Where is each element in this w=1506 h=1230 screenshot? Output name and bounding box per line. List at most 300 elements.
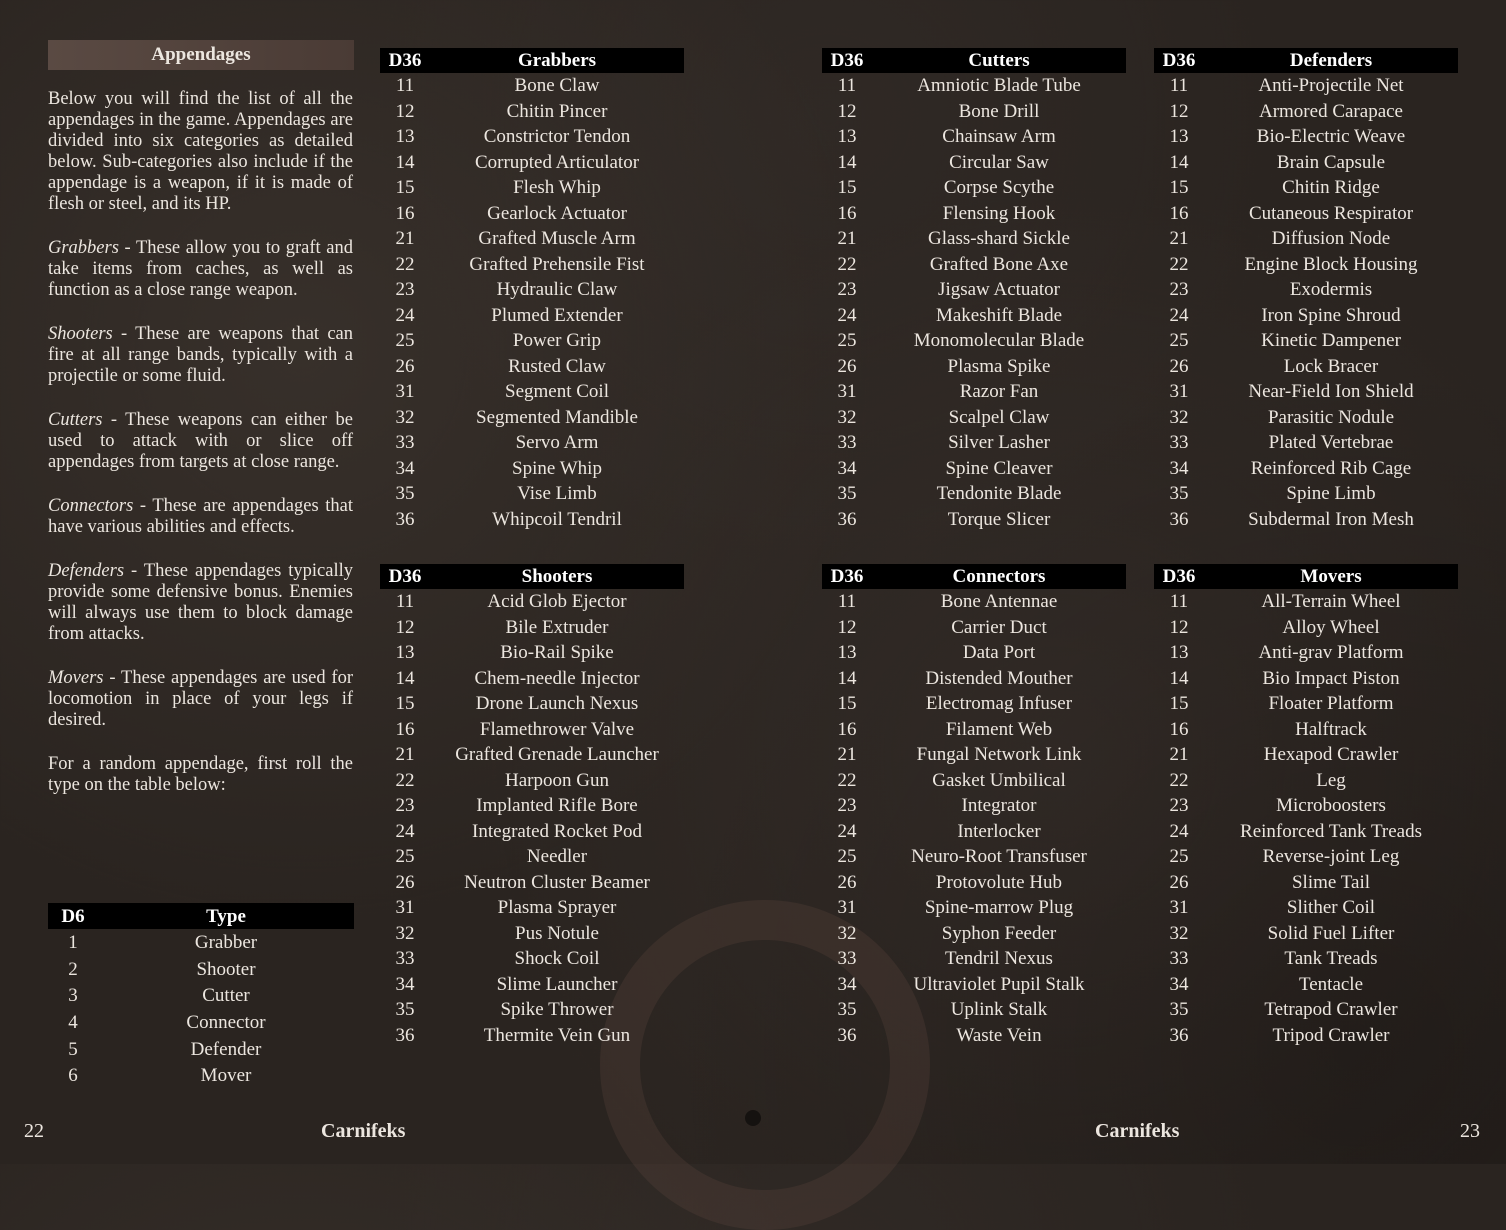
category-name: Connectors (48, 496, 134, 516)
table-row (1154, 666, 1458, 692)
appendage-name: Spine Whip (512, 457, 602, 479)
appendage-name: Diffusion Node (1271, 228, 1391, 250)
appendage-name: Interlocker (957, 820, 1041, 842)
roll-value: 26 (837, 871, 857, 893)
table-row (1154, 328, 1458, 354)
roll-value: 16 (1169, 202, 1189, 224)
appendage-name: Tendonite Blade (936, 483, 1062, 505)
appendage-name: Syphon Feeder (941, 922, 1057, 944)
table-row (380, 742, 684, 768)
appendage-name: Corpse Scythe (943, 177, 1055, 199)
roll-value: 11 (395, 75, 415, 97)
appendage-name: Grafted Grenade Launcher (455, 744, 659, 766)
roll-value: 12 (395, 616, 415, 638)
roll-value: 2 (68, 958, 78, 980)
roll-value: 23 (1169, 795, 1189, 817)
appendage-name: Tripod Crawler (1272, 1024, 1390, 1046)
category-header: Grabbers (430, 48, 684, 73)
roll-value: 1 (68, 931, 78, 953)
category-header: Movers (1204, 564, 1458, 589)
table-row (822, 456, 1126, 482)
appendage-name: Vise Limb (517, 483, 597, 505)
roll-value: 31 (837, 897, 857, 919)
table-row (822, 354, 1126, 380)
appendage-name: Armored Carapace (1258, 100, 1403, 122)
appendage-name: Spine Cleaver (945, 457, 1053, 479)
appendage-name: Exodermis (1289, 279, 1373, 301)
roll-value: 22 (837, 253, 857, 275)
roll-value: 26 (1169, 871, 1189, 893)
table-row (380, 691, 684, 717)
appendage-name: Anti-Projectile Net (1258, 75, 1404, 97)
roll-value: 13 (1169, 642, 1189, 664)
roll-value: 34 (395, 973, 415, 995)
appendage-name: Parasitic Nodule (1267, 406, 1395, 428)
table-row (822, 870, 1126, 896)
category-name: Grabbers (48, 238, 119, 258)
appendage-name: Neuro-Root Transfuser (911, 846, 1087, 868)
table-row (1154, 405, 1458, 431)
appendage-name: Near-Field Ion Shield (1248, 381, 1414, 403)
defenders-table (1154, 48, 1458, 532)
table-row (822, 201, 1126, 227)
appendage-name: Razor Fan (959, 381, 1039, 403)
roll-value: 36 (837, 508, 857, 530)
appendage-name: Integrator (961, 795, 1037, 817)
roll-value: 36 (395, 1024, 415, 1046)
roll-value: 6 (68, 1065, 78, 1087)
roll-value: 13 (395, 126, 415, 148)
roll-value: 31 (1169, 897, 1189, 919)
appendage-name: Bio Impact Piston (1262, 667, 1400, 689)
table-row (822, 303, 1126, 329)
table-row (1154, 226, 1458, 252)
type-table-die-header: D6 (48, 903, 98, 929)
table-header (822, 564, 1126, 589)
table-row (1154, 895, 1458, 921)
roll-value: 16 (395, 202, 415, 224)
table-row (1154, 277, 1458, 303)
roll-value: 12 (1169, 100, 1189, 122)
table-row (380, 328, 684, 354)
appendage-name: Circular Saw (949, 151, 1049, 173)
table-row (380, 507, 684, 533)
appendage-name: Chitin Ridge (1282, 177, 1380, 199)
grabbers-table (380, 48, 684, 532)
table-row (380, 972, 684, 998)
table-row (1154, 150, 1458, 176)
roll-value: 15 (1169, 177, 1189, 199)
appendage-name: Uplink Stalk (950, 999, 1048, 1021)
type-name: Connector (186, 1011, 266, 1033)
table-row (380, 277, 684, 303)
roll-value: 35 (837, 483, 857, 505)
die-header: D36 (1154, 564, 1204, 589)
appendage-name: Slither Coil (1286, 897, 1376, 919)
roll-value: 21 (1169, 228, 1189, 250)
appendage-name: Spike Thrower (500, 999, 614, 1021)
appendage-name: Acid Glob Ejector (487, 591, 627, 613)
appendage-name: All-Terrain Wheel (1261, 591, 1401, 613)
intro-paragraph (48, 324, 353, 387)
paragraph-text: Below you will find the list of all the appendages in the game. Appendages are divided into six categories as detailed below. Sub-categories also include if the appendage is a weapon, if it is made of flesh or steel, and its HP. (48, 89, 353, 214)
table-row (822, 328, 1126, 354)
roll-value: 15 (395, 693, 415, 715)
intro-paragraph (48, 496, 353, 538)
table-row (1154, 793, 1458, 819)
roll-value: 34 (837, 973, 857, 995)
appendage-name: Reverse-joint Leg (1262, 846, 1400, 868)
table-row (380, 895, 684, 921)
table-row (822, 277, 1126, 303)
appendage-name: Hexapod Crawler (1263, 744, 1399, 766)
table-row (822, 589, 1126, 615)
roll-value: 32 (395, 406, 415, 428)
roll-value: 36 (395, 508, 415, 530)
type-table-header (48, 903, 354, 929)
table-row (380, 997, 684, 1023)
roll-value: 23 (395, 795, 415, 817)
table-row (380, 73, 684, 99)
table-row (822, 481, 1126, 507)
appendage-name: Torque Slicer (947, 508, 1051, 530)
table-row (1154, 481, 1458, 507)
table-row (1154, 921, 1458, 947)
table-row (380, 354, 684, 380)
appendage-name: Waste Vein (956, 1024, 1042, 1046)
table-header (822, 48, 1126, 73)
roll-value: 34 (395, 457, 415, 479)
table-row (380, 150, 684, 176)
table-row (822, 768, 1126, 794)
category-name: Defenders (48, 561, 125, 581)
appendage-name: Jigsaw Actuator (938, 279, 1060, 301)
roll-value: 11 (1169, 591, 1189, 613)
roll-value: 32 (1169, 922, 1189, 944)
table-row (822, 972, 1126, 998)
intro-paragraph (48, 410, 353, 473)
right-running-title: Carnifeks (1095, 1120, 1180, 1142)
appendage-name: Floater Platform (1268, 693, 1394, 715)
type-name: Grabber (194, 931, 258, 953)
roll-value: 22 (1169, 253, 1189, 275)
appendage-name: Tendril Nexus (945, 948, 1053, 970)
category-header: Connectors (872, 564, 1126, 589)
appendage-name: Gearlock Actuator (487, 202, 627, 224)
roll-value: 32 (837, 406, 857, 428)
table-row (1154, 354, 1458, 380)
roll-value: 24 (395, 304, 415, 326)
roll-value: 15 (837, 177, 857, 199)
appendage-name: Reinforced Rib Cage (1250, 457, 1412, 479)
appendage-name: Tentacle (1298, 973, 1364, 995)
table-row (1154, 691, 1458, 717)
table-row (380, 640, 684, 666)
appendage-name: Spine Limb (1286, 483, 1376, 505)
appendage-name: Anti-grav Platform (1258, 642, 1404, 664)
roll-value: 16 (837, 718, 857, 740)
die-header: D36 (380, 48, 430, 73)
table-row (1154, 717, 1458, 743)
appendage-name: Rusted Claw (508, 355, 606, 377)
table-row (822, 946, 1126, 972)
roll-value: 35 (395, 999, 415, 1021)
appendage-name: Iron Spine Shroud (1261, 304, 1401, 326)
roll-value: 14 (1169, 667, 1189, 689)
table-row (1154, 946, 1458, 972)
table-row (822, 99, 1126, 125)
appendage-name: Amniotic Blade Tube (917, 75, 1081, 97)
appendage-name: Slime Launcher (496, 973, 618, 995)
table-row (822, 226, 1126, 252)
table-row (1154, 124, 1458, 150)
right-page-number: 23 (1460, 1120, 1480, 1142)
type-table-type-header: Type (98, 903, 354, 929)
table-row (822, 819, 1126, 845)
roll-value: 15 (837, 693, 857, 715)
appendage-name: Plumed Extender (491, 304, 623, 326)
table-row (380, 303, 684, 329)
table-row (822, 150, 1126, 176)
appendage-name: Segmented Mandible (476, 406, 638, 428)
appendage-name: Flensing Hook (942, 202, 1056, 224)
table-row (822, 717, 1126, 743)
table-row (1154, 99, 1458, 125)
type-name: Defender (190, 1038, 262, 1060)
table-row (822, 895, 1126, 921)
table-header (380, 564, 684, 589)
appendage-name: Grafted Prehensile Fist (469, 253, 645, 275)
table-row (380, 379, 684, 405)
appendage-name: Subdermal Iron Mesh (1248, 508, 1414, 530)
category-name: Cutters (48, 410, 103, 430)
table-row (822, 1023, 1126, 1049)
table-row (380, 921, 684, 947)
table-row (822, 921, 1126, 947)
appendage-name: Harpoon Gun (505, 769, 609, 791)
roll-value: 14 (395, 151, 415, 173)
die-header: D36 (822, 564, 872, 589)
appendage-name: Plated Vertebrae (1268, 432, 1394, 454)
table-row (380, 405, 684, 431)
roll-value: 23 (837, 795, 857, 817)
roll-value: 36 (837, 1024, 857, 1046)
table-row (1154, 972, 1458, 998)
movers-table (1154, 564, 1458, 1048)
roll-value: 25 (395, 330, 415, 352)
table-header (1154, 48, 1458, 73)
roll-value: 12 (837, 616, 857, 638)
table-row (1154, 430, 1458, 456)
roll-value: 24 (837, 820, 857, 842)
appendage-name: Electromag Infuser (925, 693, 1073, 715)
roll-value: 35 (1169, 999, 1189, 1021)
roll-value: 11 (837, 591, 857, 613)
roll-value: 14 (1169, 151, 1189, 173)
roll-value: 35 (837, 999, 857, 1021)
roll-value: 26 (1169, 355, 1189, 377)
roll-value: 24 (395, 820, 415, 842)
paragraph-text: For a random appendage, first roll the type on the table below: (48, 754, 353, 795)
appendage-name: Microboosters (1276, 795, 1386, 817)
roll-value: 26 (395, 355, 415, 377)
table-row (1154, 201, 1458, 227)
appendage-name: Monomolecular Blade (913, 330, 1085, 352)
roll-value: 33 (837, 948, 857, 970)
roll-value: 21 (395, 228, 415, 250)
roll-value: 22 (395, 253, 415, 275)
roll-value: 24 (837, 304, 857, 326)
table-row (380, 717, 684, 743)
roll-value: 21 (395, 744, 415, 766)
roll-value: 5 (68, 1038, 78, 1060)
table-row (1154, 844, 1458, 870)
roll-value: 34 (837, 457, 857, 479)
appendage-name: Engine Block Housing (1244, 253, 1418, 275)
table-row (822, 175, 1126, 201)
table-row (380, 1023, 684, 1049)
appendage-name: Whipcoil Tendril (492, 508, 622, 530)
roll-value: 4 (68, 1011, 78, 1033)
roll-value: 33 (395, 948, 415, 970)
table-header (380, 48, 684, 73)
type-table (48, 903, 354, 1089)
roll-value: 22 (837, 769, 857, 791)
appendage-name: Fungal Network Link (916, 744, 1082, 766)
shooters-table (380, 564, 684, 1048)
appendage-name: Implanted Rifle Bore (476, 795, 638, 817)
roll-value: 34 (1169, 973, 1189, 995)
appendage-name: Gasket Umbilical (932, 769, 1066, 791)
appendage-name: Filament Web (945, 718, 1053, 740)
appendage-name: Bone Drill (958, 100, 1040, 122)
table-row (822, 615, 1126, 641)
category-name: Movers (48, 668, 104, 688)
table-row (380, 201, 684, 227)
table-row (380, 252, 684, 278)
category-name: Shooters (48, 324, 113, 344)
appendage-name: Chitin Pincer (506, 100, 608, 122)
intro-paragraph (48, 754, 353, 796)
type-name: Mover (200, 1065, 252, 1087)
roll-value: 33 (1169, 948, 1189, 970)
die-header: D36 (1154, 48, 1204, 73)
intro-text (48, 89, 353, 819)
table-row (380, 430, 684, 456)
table-row (380, 870, 684, 896)
table-row (1154, 73, 1458, 99)
paragraph-text: - These appendages are used for locomotion in place of your legs if desired. (48, 668, 353, 730)
table-row (380, 589, 684, 615)
table-row (1154, 252, 1458, 278)
appendage-name: Chem-needle Injector (474, 667, 640, 689)
table-row (380, 768, 684, 794)
roll-value: 34 (1169, 457, 1189, 479)
table-row (380, 226, 684, 252)
paragraph-text: - These are appendages that have various abilities and effects. (48, 496, 353, 537)
table-row (380, 666, 684, 692)
appendage-name: Carrier Duct (951, 616, 1047, 638)
roll-value: 16 (837, 202, 857, 224)
table-row (1154, 742, 1458, 768)
roll-value: 13 (1169, 126, 1189, 148)
appendage-name: Corrupted Articulator (474, 151, 640, 173)
roll-value: 24 (1169, 304, 1189, 326)
roll-value: 33 (1169, 432, 1189, 454)
roll-value: 14 (837, 151, 857, 173)
roll-value: 25 (395, 846, 415, 868)
roll-value: 16 (1169, 718, 1189, 740)
roll-value: 26 (395, 871, 415, 893)
roll-value: 21 (837, 228, 857, 250)
appendage-name: Hydraulic Claw (496, 279, 618, 301)
table-row (1154, 819, 1458, 845)
table-row (48, 956, 354, 983)
roll-value: 25 (1169, 330, 1189, 352)
die-header: D36 (380, 564, 430, 589)
appendage-name: Bile Extruder (505, 616, 609, 638)
table-row (822, 252, 1126, 278)
appendage-name: Kinetic Dampener (1261, 330, 1401, 352)
roll-value: 23 (395, 279, 415, 301)
appendage-name: Bio-Rail Spike (500, 642, 614, 664)
roll-value: 22 (1169, 769, 1189, 791)
die-header: D36 (822, 48, 872, 73)
cutters-table (822, 48, 1126, 532)
table-row (380, 175, 684, 201)
roll-value: 14 (837, 667, 857, 689)
table-row (1154, 303, 1458, 329)
roll-value: 32 (1169, 406, 1189, 428)
table-row (822, 640, 1126, 666)
left-running-title: Carnifeks (321, 1120, 406, 1142)
table-row (380, 481, 684, 507)
roll-value: 21 (1169, 744, 1189, 766)
category-header: Shooters (430, 564, 684, 589)
roll-value: 33 (395, 432, 415, 454)
roll-value: 36 (1169, 1024, 1189, 1046)
table-header (1154, 564, 1458, 589)
table-row (1154, 768, 1458, 794)
roll-value: 12 (1169, 616, 1189, 638)
table-row (822, 666, 1126, 692)
table-row (822, 742, 1126, 768)
appendage-name: Plasma Spike (947, 355, 1051, 377)
roll-value: 16 (395, 718, 415, 740)
appendage-name: Makeshift Blade (935, 304, 1063, 326)
table-row (822, 405, 1126, 431)
type-name: Shooter (196, 958, 256, 980)
roll-value: 31 (837, 381, 857, 403)
table-row (822, 997, 1126, 1023)
appendage-name: Constrictor Tendon (483, 126, 631, 148)
table-row (822, 379, 1126, 405)
table-row (1154, 870, 1458, 896)
appendage-name: Grafted Bone Axe (929, 253, 1069, 275)
intro-paragraph (48, 238, 353, 301)
roll-value: 11 (1169, 75, 1189, 97)
table-row (822, 73, 1126, 99)
table-row (380, 615, 684, 641)
intro-paragraph (48, 668, 353, 731)
roll-value: 31 (395, 897, 415, 919)
roll-value: 11 (395, 591, 415, 613)
table-row (1154, 589, 1458, 615)
table-row (48, 1062, 354, 1089)
table-row (1154, 456, 1458, 482)
roll-value: 32 (837, 922, 857, 944)
appendage-name: Bio-Electric Weave (1256, 126, 1406, 148)
